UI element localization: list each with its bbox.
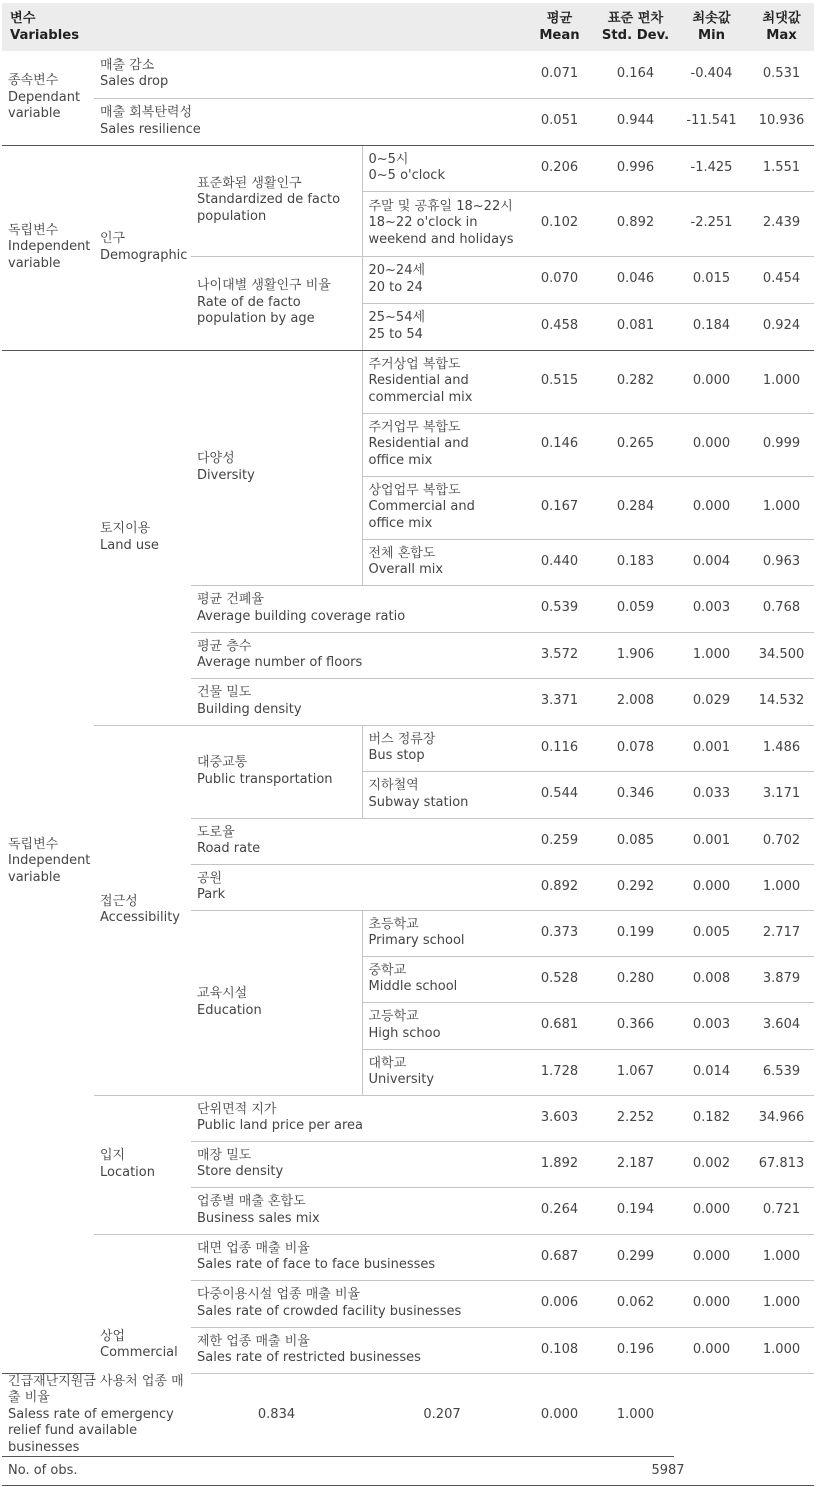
var-floors (191, 632, 522, 678)
var-label-en2: office mix (368, 515, 433, 531)
var-label-ko: 25~54세 (368, 310, 426, 325)
var-label-en: Public land price per area (197, 1118, 364, 1133)
cell-sd: 0.346 (597, 771, 674, 818)
category-location (94, 1095, 191, 1234)
cell-mean: 0.544 (522, 771, 597, 818)
header-mean (522, 3, 597, 51)
subcategory-diversity (191, 350, 362, 585)
group-dependent-ko: 종속변수 (8, 73, 59, 88)
category-land-use (94, 350, 191, 725)
var-label-en: Business sales mix (197, 1210, 320, 1226)
cell-max: 0.702 (749, 818, 814, 864)
cell-mean: 0.146 (522, 413, 597, 476)
cell-sd: 0.265 (597, 413, 674, 476)
cell-min: 0.000 (674, 350, 749, 413)
var-label-en: Building density (197, 701, 302, 717)
category-accessibility (94, 725, 191, 1095)
cell-min: -0.404 (674, 51, 749, 98)
var-label-ko: 중학교 (368, 962, 407, 978)
cell-max: 34.966 (749, 1095, 814, 1141)
var-label-ko: 초등학교 (368, 916, 419, 932)
var-label-ko: 버스 정류장 (368, 731, 436, 747)
var-university (362, 1049, 522, 1095)
cell-sd: 0.892 (597, 191, 674, 256)
cell-max: 1.000 (749, 1280, 814, 1327)
var-label-en: 0~5 o'clock (368, 168, 445, 183)
var-label-en: 20 to 24 (368, 279, 423, 295)
cell-min: -11.541 (674, 98, 749, 145)
cell-max: 1.000 (597, 1373, 674, 1457)
subcategory-en2: population by age (197, 311, 315, 327)
var-high (362, 1002, 522, 1049)
cell-mean: 0.687 (522, 1234, 597, 1280)
var-label-en: Average building coverage ratio (197, 608, 406, 624)
cell-max: 1.000 (749, 476, 814, 539)
cell-sd: 0.282 (597, 350, 674, 413)
var-label-en: Sales drop (100, 74, 169, 90)
cell-mean: 0.834 (191, 1373, 362, 1457)
var-land-price (191, 1095, 522, 1141)
header-mean-ko: 평균 (546, 11, 573, 26)
cell-max: 3.171 (749, 771, 814, 818)
cell-mean: 0.102 (522, 191, 597, 256)
cell-max: 0.963 (749, 539, 814, 585)
cell-max: 1.000 (749, 1234, 814, 1280)
var-label-en: Bus stop (368, 748, 425, 763)
cell-mean: 0.167 (522, 476, 597, 539)
cell-sd: 2.008 (597, 678, 674, 725)
table-row (2, 1234, 814, 1280)
var-overall-mix (362, 539, 522, 585)
cell-min: 0.003 (674, 585, 749, 632)
cell-min: 0.182 (674, 1095, 749, 1141)
header-max-ko: 최댓값 (762, 11, 801, 26)
header-variables-en: Variables (10, 28, 80, 43)
subcategory-en1: Rate of de facto (197, 294, 301, 310)
cell-min: 0.002 (674, 1141, 749, 1187)
var-face-to-face (191, 1234, 522, 1280)
category-location-ko: 입지 (100, 1148, 126, 1163)
var-label-en1: 18~22 o'clock in (368, 215, 478, 231)
subcategory-ko: 나이대별 생활인구 비율 (197, 278, 331, 294)
cell-mean: 0.071 (522, 51, 597, 98)
footer-label: No. of obs. (2, 1457, 522, 1486)
cell-max: 3.604 (749, 1002, 814, 1049)
var-label-en: Sales rate of restricted businesses (197, 1350, 421, 1365)
var-pop-weekend (362, 191, 522, 256)
cell-max: 0.768 (749, 585, 814, 632)
footer-row (2, 1457, 814, 1486)
cell-mean: 3.371 (522, 678, 597, 725)
cell-mean: 0.116 (522, 725, 597, 771)
cell-max: 1.551 (749, 145, 814, 191)
cell-sd: 0.284 (597, 476, 674, 539)
cell-max: 1.000 (749, 350, 814, 413)
cell-sd: 1.906 (597, 632, 674, 678)
cell-mean: 0.440 (522, 539, 597, 585)
var-sales-resilience (94, 98, 522, 145)
var-label-en: Sales rate of face to face businesses (197, 1257, 436, 1272)
subcategory-education (191, 910, 362, 1095)
group-dependent (2, 51, 94, 145)
subcategory-en2: population (197, 208, 267, 224)
subcategory-std-pop (191, 145, 362, 256)
var-label-ko: 전체 혼합도 (368, 545, 436, 561)
cell-max: 2.439 (749, 191, 814, 256)
cell-mean: 0.515 (522, 350, 597, 413)
cell-mean: 0.051 (522, 98, 597, 145)
header-min-ko: 최솟값 (692, 11, 731, 26)
cell-max: 10.936 (749, 98, 814, 145)
var-age-20-24 (362, 256, 522, 303)
var-pop-0-5 (362, 145, 522, 191)
cell-min: 0.001 (674, 725, 749, 771)
var-label-en2: office mix (368, 452, 433, 468)
var-bus (362, 725, 522, 771)
cell-sd: 0.059 (597, 585, 674, 632)
var-primary (362, 910, 522, 956)
footer-value: 5987 (522, 1457, 814, 1486)
group-independent-1-en1: Independent (8, 239, 91, 255)
var-label-en1: Commercial and (368, 499, 475, 515)
cell-max: 0.721 (749, 1187, 814, 1234)
cell-max: 1.486 (749, 725, 814, 771)
var-label-ko: 평균 건폐율 (197, 592, 264, 607)
var-label-ko: 지하철역 (368, 778, 419, 793)
var-label-ko: 다중이용시설 업종 매출 비율 (197, 1287, 361, 1302)
cell-min: 0.008 (674, 956, 749, 1002)
var-label-ko: 제한 업종 매출 비율 (197, 1333, 310, 1349)
cell-min: 0.014 (674, 1049, 749, 1095)
cell-sd: 0.085 (597, 818, 674, 864)
category-demographic-en: Demographic (100, 247, 188, 263)
cell-min: 0.005 (674, 910, 749, 956)
category-location-en: Location (100, 1164, 155, 1180)
cell-sd: 0.196 (597, 1327, 674, 1373)
var-label-en: Store density (197, 1164, 284, 1179)
cell-sd: 0.062 (597, 1280, 674, 1327)
cell-min: 0.000 (674, 1187, 749, 1234)
var-label-en2: commercial mix (368, 389, 473, 405)
subcategory-en: Public transportation (197, 771, 333, 787)
category-demographic (94, 145, 191, 350)
cell-mean: 0.681 (522, 1002, 597, 1049)
cell-mean: 1.728 (522, 1049, 597, 1095)
cell-sd: 0.199 (597, 910, 674, 956)
cell-sd: 0.183 (597, 539, 674, 585)
var-label-en: Subway station (368, 794, 469, 810)
cell-max: 0.531 (749, 51, 814, 98)
cell-mean: 0.006 (522, 1280, 597, 1327)
var-park (191, 864, 522, 910)
cell-min: 0.000 (674, 864, 749, 910)
var-label-en2: businesses (8, 1439, 80, 1455)
cell-sd: 0.164 (597, 51, 674, 98)
var-res-com (362, 350, 522, 413)
group-independent-1-ko: 독립변수 (8, 222, 59, 238)
cell-max: 0.999 (749, 413, 814, 476)
subcategory-ko: 표준화된 생활인구 (197, 175, 302, 191)
table-row (2, 98, 814, 145)
var-label-ko: 주거상업 복합도 (368, 356, 461, 372)
var-crowded (191, 1280, 522, 1327)
var-label-en: Primary school (368, 933, 465, 948)
group-independent-1-en2: variable (8, 255, 61, 271)
category-commercial-ko: 상업 (100, 1328, 126, 1344)
header-min-en: Min (697, 28, 726, 43)
var-road (191, 818, 522, 864)
cell-min: 0.033 (674, 771, 749, 818)
var-label-en2: weekend and holidays (368, 231, 514, 247)
var-label-ko: 고등학교 (368, 1009, 419, 1024)
cell-mean: 3.572 (522, 632, 597, 678)
table-row (2, 725, 814, 771)
cell-min: 0.000 (674, 1280, 749, 1327)
var-label-en: Park (197, 887, 226, 902)
category-commercial-en: Commercial (100, 1345, 178, 1361)
category-land-use-ko: 토지이용 (100, 521, 151, 536)
var-label-ko: 평균 층수 (197, 638, 252, 654)
cell-max: 2.717 (749, 910, 814, 956)
table-row (2, 51, 814, 98)
cell-max: 0.454 (749, 256, 814, 303)
header-mean-en: Mean (539, 28, 580, 43)
cell-max: 67.813 (749, 1141, 814, 1187)
var-label-en: Middle school (368, 979, 458, 994)
cell-sd: 0.944 (597, 98, 674, 145)
table-row (2, 145, 814, 191)
cell-mean: 0.373 (522, 910, 597, 956)
cell-max: 1.000 (749, 864, 814, 910)
cell-max: 6.539 (749, 1049, 814, 1095)
var-com-off (362, 476, 522, 539)
var-label-en1: Saless rate of emergency relief fund available (8, 1406, 174, 1438)
var-label-ko: 도로율 (197, 824, 235, 840)
cell-sd: 0.299 (597, 1234, 674, 1280)
cell-min: -2.251 (674, 191, 749, 256)
subcategory-en: Diversity (197, 467, 255, 483)
var-label-en: 25 to 54 (368, 326, 423, 342)
var-label-en: Overall mix (368, 562, 444, 577)
cell-max: 1.000 (749, 1327, 814, 1373)
cell-sd: 0.046 (597, 256, 674, 303)
var-label-en: High schoo (368, 1025, 441, 1041)
header-min (674, 3, 749, 51)
cell-sd: 0.081 (597, 303, 674, 350)
var-relief-fund (2, 1373, 191, 1457)
subcategory-ko: 대중교통 (197, 755, 248, 770)
cell-sd: 0.366 (597, 1002, 674, 1049)
var-label-en: Sales rate of crowded facility businesses (197, 1303, 462, 1319)
var-restricted (191, 1327, 522, 1373)
var-label-ko: 긴급재난지원금 사용처 업종 매출 비율 (8, 1373, 184, 1405)
subcategory-en1: Standardized de facto (197, 192, 341, 208)
var-sales-drop (94, 51, 522, 98)
cell-min: 0.000 (674, 476, 749, 539)
cell-sd: 0.078 (597, 725, 674, 771)
var-label-ko: 주거업무 복합도 (368, 419, 461, 435)
var-label-ko: 대면 업종 매출 비율 (197, 1240, 310, 1256)
var-age-25-54 (362, 303, 522, 350)
var-label-ko: 단위면적 지가 (197, 1101, 277, 1117)
category-land-use-en: Land use (100, 537, 159, 553)
category-demographic-ko: 인구 (100, 231, 126, 246)
var-label-ko: 매장 밀도 (197, 1147, 252, 1163)
var-store-density (191, 1141, 522, 1187)
var-label-en: Road rate (197, 841, 261, 856)
var-label-ko: 대학교 (368, 1055, 407, 1071)
category-accessibility-ko: 접근성 (100, 893, 138, 909)
var-label-ko: 상업업무 복합도 (368, 482, 461, 498)
table-row (2, 350, 814, 413)
cell-sd: 0.207 (362, 1373, 522, 1457)
cell-sd: 2.187 (597, 1141, 674, 1187)
var-middle (362, 956, 522, 1002)
subcategory-rate-pop (191, 256, 362, 350)
header-sd (597, 3, 674, 51)
subcategory-public-transport (191, 725, 362, 818)
category-accessibility-en: Accessibility (100, 910, 180, 925)
cell-min: 0.003 (674, 1002, 749, 1049)
var-subway (362, 771, 522, 818)
subcategory-ko: 다양성 (197, 451, 235, 466)
cell-max: 34.500 (749, 632, 814, 678)
var-label-ko: 공원 (197, 870, 223, 886)
var-label-en: University (368, 1072, 435, 1087)
header-max-en: Max (766, 28, 797, 43)
var-label-en: Average number of floors (197, 655, 363, 670)
cell-sd: 0.280 (597, 956, 674, 1002)
cell-min: 0.000 (674, 1327, 749, 1373)
cell-max: 14.532 (749, 678, 814, 725)
header-variables-ko: 변수 (10, 11, 36, 26)
var-label-en1: Residential and (368, 373, 469, 389)
var-label-ko: 20~24세 (368, 263, 426, 278)
var-label-ko: 건물 밀도 (197, 685, 252, 700)
header-row (2, 3, 814, 51)
cell-mean: 0.539 (522, 585, 597, 632)
cell-mean: 0.206 (522, 145, 597, 191)
var-bldg-density (191, 678, 522, 725)
cell-min: 0.000 (674, 1234, 749, 1280)
cell-max: 3.879 (749, 956, 814, 1002)
var-coverage (191, 585, 522, 632)
cell-mean: 0.892 (522, 864, 597, 910)
var-label-ko: 업종별 매출 혼합도 (197, 1194, 306, 1209)
group-independent-1 (2, 145, 94, 350)
descriptive-statistics-table (2, 3, 814, 1486)
cell-sd: 0.292 (597, 864, 674, 910)
var-sales-mix (191, 1187, 522, 1234)
var-label-en1: Residential and (368, 436, 469, 452)
header-sd-en: Std. Dev. (601, 28, 670, 43)
cell-mean: 0.070 (522, 256, 597, 303)
cell-min: 0.184 (674, 303, 749, 350)
subcategory-en: Education (197, 1002, 262, 1018)
cell-min: 0.000 (674, 413, 749, 476)
table-row (2, 1373, 814, 1457)
var-label-ko: 0~5시 (368, 151, 409, 167)
cell-min: -1.425 (674, 145, 749, 191)
subcategory-ko: 교육시설 (197, 986, 248, 1001)
cell-mean: 0.264 (522, 1187, 597, 1234)
var-label-ko: 매출 감소 (100, 57, 155, 73)
cell-min: 0.015 (674, 256, 749, 303)
cell-sd: 1.067 (597, 1049, 674, 1095)
cell-min: 0.000 (522, 1373, 597, 1457)
cell-mean: 0.259 (522, 818, 597, 864)
cell-sd: 0.996 (597, 145, 674, 191)
group-independent-2-en1: Independent (8, 853, 91, 869)
cell-mean: 1.892 (522, 1141, 597, 1187)
header-variables (2, 3, 522, 51)
cell-min: 0.001 (674, 818, 749, 864)
cell-mean: 0.458 (522, 303, 597, 350)
table-row (2, 1095, 814, 1141)
group-independent-2-ko: 독립변수 (8, 836, 59, 852)
cell-min: 0.004 (674, 539, 749, 585)
var-label-ko: 매출 회복탄력성 (100, 105, 193, 120)
header-max (749, 3, 814, 51)
cell-mean: 0.108 (522, 1327, 597, 1373)
var-label-en: Sales resilience (100, 121, 201, 137)
group-independent-2-en2: variable (8, 869, 61, 885)
cell-sd: 0.194 (597, 1187, 674, 1234)
var-label-ko: 주말 및 공휴일 18~22시 (368, 198, 513, 214)
group-dependent-en1: Dependant (8, 89, 81, 105)
var-res-off (362, 413, 522, 476)
cell-mean: 0.528 (522, 956, 597, 1002)
header-sd-ko: 표준 편차 (607, 11, 664, 26)
cell-min: 0.029 (674, 678, 749, 725)
group-independent-2 (2, 350, 94, 1373)
cell-mean: 3.603 (522, 1095, 597, 1141)
cell-sd: 2.252 (597, 1095, 674, 1141)
cell-max: 0.924 (749, 303, 814, 350)
cell-min: 1.000 (674, 632, 749, 678)
group-dependent-en2: variable (8, 106, 61, 121)
